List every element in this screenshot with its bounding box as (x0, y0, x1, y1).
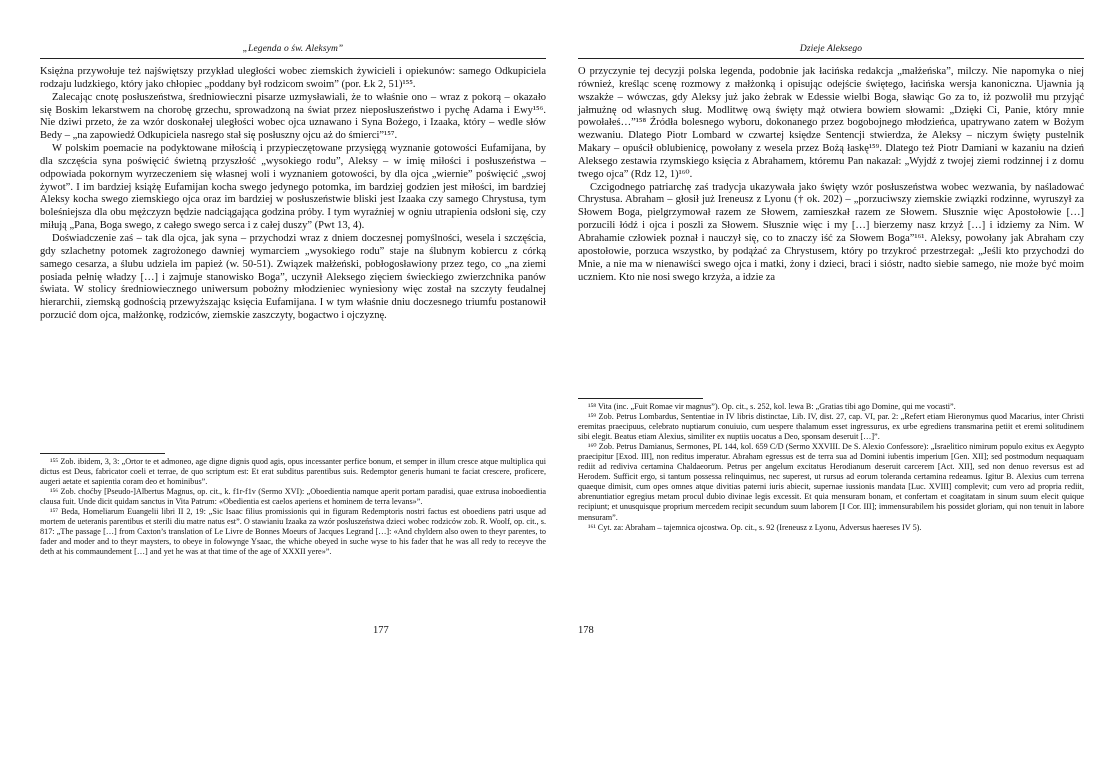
footnote: ¹⁶⁰ Zob. Petrus Damianus, Sermones, PL 144, kol. 659 C/D (Sermo XXVIII. De S. Alexio Confessore): „Israelitico nimirum populo exitus ex Aegypto praecipitur [Exod. III], non reditus imperatur. Abraham egressus est de terra sua ad Domini iubentis imperium [Gen. XII]; sed postmodum nequaquam rediit ad rediviva certamina Chaldaeorum. Petrus per angelum excitatus Herodianum deseruit carcerem [Act. XII], sed non denuo reversus est ad Herodem. Sufficit ergo, si tantum possessa relinquimus, nec superest, ut rursus ad eorum toleranda certamina redeamus. Igitur B. Alexius cum terrena quaeque dimisit, cum opes omnes atque divitias paterni iuris abiecit, supernae iussionis mandata [Luc. XVIII] complevit; cum vero ad propria rediit, abrenuntiatior egregius metam procul dubio divinae legis excessit. Et quia mensuram bonam, et confertam et coagitatam in sinum suum elecit quique recipiunt; et unusquisque proprium mercedem recipit secundum suum laborem [I Cor. III]; immensurabilem his possidet gloriam, qui non tenuit in labore mensuram”. (578, 442, 1084, 522)
page-number: 178 (578, 625, 594, 636)
paragraph: Czcigodnego patriarchę zaś tradycja ukazywała jako święty wzór posłuszeństwa wobec wezwania, by naśladować Chrystusa. Abraham – głosił już Ireneusz z Lyonu († ok. 202) – „porzuciwszy ziemskie związki rodzinne, wyruszył za Słowem Boga, pielgrzymował razem ze Słowem, zamieszkał razem ze Słowem. Słusznie więc Apostołowie […] porzucili łódź i ojca i poszli za Słowem. Słusznie więc i my […] bierzemy nasz krzyż […] i idziemy za Nim. W Abrahamie człowiek poznał i nauczył się, co to znaczy iść za Słowem Boga”¹⁶¹. Aleksy, powołany jak Abraham czy apostołowie, porzuca wszystko, by podążać za Chrystusem, który po trzykroć przestrzegał: „Jeśli kto przychodzi do Mnie, a nie ma w nienawiści swego ojca i matki, żony i dzieci, braci i sióstr, nadto siebie samego, nie może być moim uczniem. Kto nie nosi swego krzyża, a idzie za (578, 181, 1084, 283)
header-rule (578, 58, 1084, 59)
paragraph: Doświadczenie zaś – tak dla ojca, jak syna – przychodzi wraz z dniem doczesnej pomyślności, wesela i szczęścia, gdy szlachetny potomek zagrożonego dawniej wymarciem „wysokiego rodu” staje na ślubnym kobiercu z córką samego cesarza, a ślubu udziela im papież (w. 50-51). Związek małżeński, pobłogosławiony przez tego, co „na ziemi posiada pełnię władzy […] i zajmuje stanowisko Boga”, uczynił Aleksego zięciem świeckiego zwierzchnika panów świata. W stolicy średniowiecznego uniwersum pobożny młodzieniec wyniesiony więc został na szczyty feudalnej hierarchii, ziemską godnością przewyższając księcia Eufamijana. I w tym właśnie dniu doczesnego triumfu postanowił porzucić dom ojca, małżonkę, rodziców, ziemskie zaszczyty, bogactwo i ojczyznę. (40, 232, 546, 322)
running-head: Dzieje Aleksego (799, 44, 863, 54)
footnote: ¹⁵⁵ Zob. ibidem, 3, 3: „Ortor te et admoneo, age digne dignis quod agis, opus incessanter perfice bonum, et semper in illum cresce atque multiplica qui dictus est Deus, fabricator coeli et terrae, de quo scriptum est: Et erat subditus parentibus suis. Redemptor generis humani te faciat crescere, proficere, augeri aetate et sapientia coram deo et hominibus”. (40, 457, 546, 487)
footnote: ¹⁵⁸ Vita (inc. „Fuit Romae vir magnus”). Op. cit., s. 252, kol. lewa B: „Gratias tibi ago Domine, qui me vocasti”. (588, 402, 956, 411)
right-page (578, 0, 1084, 777)
footnote: ¹⁵⁷ Beda, Homeliarum Euangelii libri II 2, 19: „Sic Isaac filius promissionis qui in figuram Redemptoris nostri factus est oboediens patri usque ad mortem de ueteranis parentibus et sterili diu matre natus est”. O stawianiu Izaaka za wzór posłuszeństwa dzieci wobec rodziców zob. R. Woolf, op. cit., s. 817: „The passage […] from Caxton’s translation of Le Livre de Bonnes Moeurs of Jacques Legrand […]: «And chyldern also owen to theyr parentes, to fader and moder and to theyr maysters, to obeye in folowynge Ysaac, the whiche obeyed in suche wyse to his fader that he was all redy to receyve the deth at his commaundement […] and yet he was at that time of the age of XXXII yere»”. (40, 507, 546, 557)
footnote: ¹⁵⁶ Zob. choćby [Pseudo-]Albertus Magnus, op. cit., k. f1r-f1v (Sermo XVI): „Oboedientia namque aperit portam paradisi, quae extrusa inoboedientia clausa fuit. Unde dicit quidam sanctus in Vita Patrum: «Obedientia est caelos aperiens et hominem de terra levans»”. (40, 487, 546, 507)
header-rule (40, 58, 546, 59)
running-head: „Legenda o św. Aleksym” (242, 44, 344, 54)
footnote-rule (578, 398, 703, 399)
footnote: ¹⁵⁹ Zob. Petrus Lombardus, Sententiae in IV libris distinctae, Lib. IV, dist. 27, cap. VI, par. 2: „Refert etiam Hieronymus quod Macarius, inter Christi eremitas praecipuus, celebrato nuptiarum conuiuio, cum uespere thalamum esset ingressurus, ex urbe egrediens transmarina petiit et eremi solitudinem sibi elegit. Beatus etiam Alexius, similiter ex nuptiis uocatus a Deo, sponsam deseruit […]”. (578, 412, 1084, 442)
page-number: 177 (373, 625, 389, 636)
footnote-rule (40, 453, 165, 454)
body-text (578, 66, 1084, 284)
footnote: ¹⁶¹ Cyt. za: Abraham – tajemnica ojcostwa. Op. cit., s. 92 (Ireneusz z Lyonu, Adversus haereses IV 5). (588, 522, 922, 532)
footnotes (578, 402, 1084, 533)
paragraph: Zalecając cnotę posłuszeństwa, średniowieczni pisarze uzmysławiali, że to właśnie ono – wraz z pokorą – okazało się Boskim lekarstwem na chorobę grzechu, sprowadzoną na świat przez nieposłuszeństwo i pychę Adama i Ewy¹⁵⁶. Nie dziwi przeto, że za wzór doskonałej uległości wobec ojca uznawano i Syna Bożego, i Izaaka, który – wedle słów Bedy – „na zapowiedź Odkupiciela nasrego stał się posłuszny ojcu aż do śmierci”¹⁵⁷. (40, 91, 546, 142)
paragraph: O przyczynie tej decyzji polska legenda, podobnie jak łacińska redakcja „małżeńska”, milczy. Nie napomyka o niej również, kreśląc scenę rozmowy z małżonką i opisując odejście świętego, łacińska wersja kanoniczna. Ujawnia ją wszakże – wówczas, gdy Aleksy już jako żebrak w Edessie wielbi Boga, sławiąc Go za to, iż pozwolił mu przyjąć jałmużnę od własnych sług. Modlitwę ową święty mąż otwiera bowiem słowami: „Dzięki Ci, Panie, który mnie powołałeś…”¹⁵⁸ Źródła bolesnego wyboru, dokonanego przez bogobojnego młodzieńca, upatrywano zatem w Bożym wezwaniu. Dlatego Piotr Lombard w czwartej księdze Sentencji stwierdza, że Aleksy – niczym święty pustelnik Makary – opuścił oblubienicę, powołany z wesela przez Bożą łaskę¹⁵⁹. Dlatego też Piotr Damiani w kazaniu na dzień Aleksego zestawia rzymskiego księcia z Abrahamem, któremu Pan nakazał: „Wyjdź z twojej ziemi rodzinnej i z domu twego ojca” (Rdz 12, 1)¹⁶⁰. (578, 66, 1084, 180)
footnotes (40, 457, 546, 557)
left-page (40, 0, 546, 777)
paragraph: Księżna przywołuje też najświętszy przykład uległości wobec ziemskich żywicieli i opiekunów: samego Odkupiciela rodzaju ludzkiego, który jako chłopiec „poddany był rodzicom swoim” (por. Łk 2, 51)¹⁵⁵. (40, 66, 546, 90)
paragraph: W polskim poemacie na podyktowane miłością i przypieczętowane przysięgą wyznanie gotowości Eufamijana, by dla szczęścia syna poświęcić świetną przyszłość „wysokiego rodu”, Aleksy – w imię miłości i posłuszeństwa – odpowiada pokornym wyrzeczeniem się własnej woli i wyznaniem gotowości, by dla ojca „wiernie” poświęcić „swoj żywot”. I im bardziej książę Eufamijan kocha swego jedynego potomka, im bardziej godzien jest miłości, im bardziej Aleksy kocha swego ziemskiego ojca oraz im bardziej w posłuszeństwie bliski jest Izaaka czy samego Chrystusa, tym boleśniejsza dla obu mężczyzn będzie nadciągająca godzina próby. I tym wyraźniej w ogniu utrapienia odsłoni się, czy miłują „Pana, Boga swego, z całego swego serca i z całej duszy” (Pwt 13, 4). (40, 143, 546, 232)
body-text (40, 66, 546, 323)
